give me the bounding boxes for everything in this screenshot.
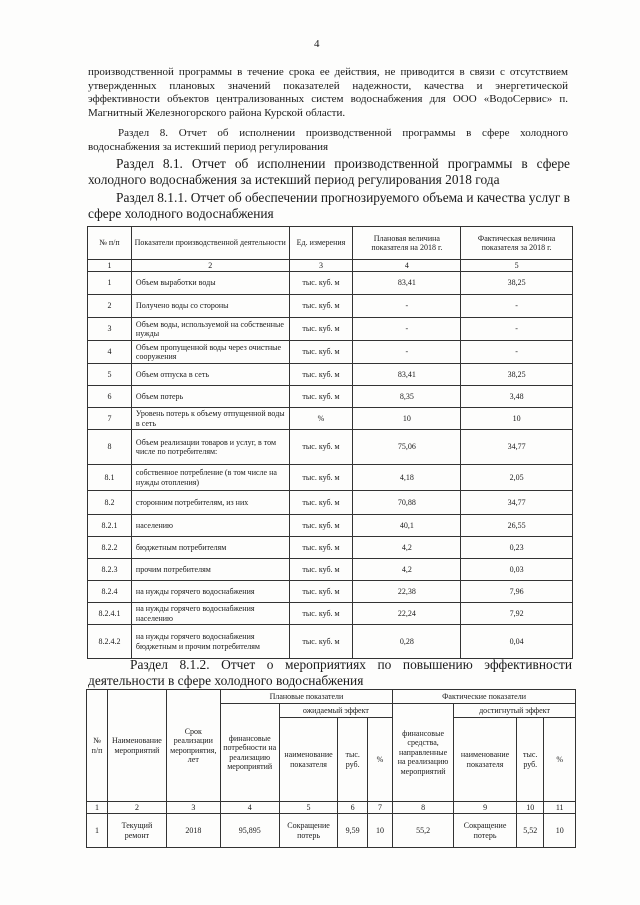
cell-unit: тыс. куб. м <box>289 386 353 408</box>
header-pct: % <box>544 718 576 802</box>
column-number-row <box>87 802 576 814</box>
cell-unit: тыс. куб. м <box>289 603 353 625</box>
cell-fact: - <box>461 318 573 341</box>
cell-achieved-pct: 10 <box>544 814 576 848</box>
table-row <box>88 272 573 295</box>
header-plan-group: Плановые показатели <box>220 690 392 704</box>
cell-name: Объем реализации товаров и услуг, в том числе по потребителям: <box>131 430 289 465</box>
header-indicator-name: наименование показателя <box>454 718 517 802</box>
cell-plan: 83,41 <box>353 364 461 386</box>
column-number-row <box>88 260 573 272</box>
cell-name: на нужды горячего водоснабжения населению <box>131 603 289 625</box>
cell-fact: 10 <box>461 408 573 430</box>
cell-num: 8.2.4.2 <box>88 625 132 659</box>
table-row <box>87 814 576 848</box>
cell-fact: 3,48 <box>461 386 573 408</box>
cell-plan: 22,24 <box>353 603 461 625</box>
cell-plan: 22,38 <box>353 581 461 603</box>
cell-num: 8.1 <box>88 465 132 491</box>
cell-fact: - <box>461 341 573 364</box>
cell-fact: 7,92 <box>461 603 573 625</box>
cell-fact: 0,23 <box>461 537 573 559</box>
table-row <box>88 491 573 515</box>
table-row <box>88 318 573 341</box>
cell-num: 7 <box>88 408 132 430</box>
cell-num: 8.2 <box>88 491 132 515</box>
table-header-row <box>88 227 573 260</box>
column-number: 10 <box>517 802 544 814</box>
table-row <box>88 430 573 465</box>
cell-expected-pct: 10 <box>367 814 392 848</box>
cell-unit: тыс. куб. м <box>289 581 353 603</box>
cell-num: 8.2.2 <box>88 537 132 559</box>
column-number: 11 <box>544 802 576 814</box>
cell-fact-finance: 55,2 <box>393 814 454 848</box>
cell-plan: 83,41 <box>353 272 461 295</box>
column-number: 9 <box>454 802 517 814</box>
cell-fact: 34,77 <box>461 491 573 515</box>
intro-paragraph: производственной программы в течение срока ее действия, не приводится в связи с отсутствием утвержденных плановых значений показателей надежности, качества и энергетической эффективности объектов централизованных систем водоснабжения для ООО «ВодоСервис» п. Магнитный Железногорского района Курской области. <box>88 66 568 119</box>
table-row <box>88 341 573 364</box>
table-row <box>88 603 573 625</box>
cell-fact: 2,05 <box>461 465 573 491</box>
header-unit: Ед. измерения <box>289 227 353 260</box>
header-plan-finance: финансовые потребности на реализацию мероприятий <box>220 704 279 802</box>
column-number: 2 <box>131 260 289 272</box>
cell-unit: тыс. куб. м <box>289 341 353 364</box>
cell-num: 8 <box>88 430 132 465</box>
cell-plan: 4,2 <box>353 559 461 581</box>
cell-plan-finance: 95,895 <box>220 814 279 848</box>
column-number: 6 <box>338 802 367 814</box>
header-num: № п/п <box>87 690 108 802</box>
header-expected-effect: ожидаемый эффект <box>279 704 392 718</box>
cell-num: 1 <box>88 272 132 295</box>
cell-unit: тыс. куб. м <box>289 364 353 386</box>
cell-name: Уровень потерь к объему отпущенной воды в сеть <box>131 408 289 430</box>
cell-name: на нужды горячего водоснабжения бюджетным и прочим потребителям <box>131 625 289 659</box>
column-number: 1 <box>88 260 132 272</box>
cell-unit: тыс. куб. м <box>289 272 353 295</box>
cell-unit: тыс. куб. м <box>289 430 353 465</box>
cell-plan: - <box>353 318 461 341</box>
cell-unit: % <box>289 408 353 430</box>
header-pct: % <box>367 718 392 802</box>
cell-name: Объем выработки воды <box>131 272 289 295</box>
cell-num: 8.2.4.1 <box>88 603 132 625</box>
cell-name: населению <box>131 515 289 537</box>
cell-name: Получено воды со стороны <box>131 295 289 318</box>
cell-fact: 0,03 <box>461 559 573 581</box>
header-name: Наименование мероприятий <box>108 690 167 802</box>
column-number: 4 <box>353 260 461 272</box>
cell-num: 8.2.1 <box>88 515 132 537</box>
cell-plan: 70,88 <box>353 491 461 515</box>
page-number: 4 <box>314 38 320 50</box>
table-row <box>88 295 573 318</box>
header-rub: тыс. руб. <box>338 718 367 802</box>
column-number: 4 <box>220 802 279 814</box>
section-8-1-2-heading: Раздел 8.1.2. Отчет о мероприятиях по повышению эффективности деятельности в сфере холодного водоснабжения <box>88 657 572 688</box>
column-number: 5 <box>461 260 573 272</box>
section-8-1-1-heading: Раздел 8.1.1. Отчет об обеспечении прогнозируемого объема и качества услуг в сфере холодного водоснабжения <box>88 190 570 221</box>
table-header-row <box>87 690 576 704</box>
cell-num: 8.2.3 <box>88 559 132 581</box>
table-row <box>88 625 573 659</box>
efficiency-measures-table <box>86 689 576 848</box>
cell-unit: тыс. куб. м <box>289 491 353 515</box>
cell-plan: - <box>353 295 461 318</box>
header-rub: тыс. руб. <box>517 718 544 802</box>
cell-fact: 38,25 <box>461 272 573 295</box>
table-body <box>88 272 573 659</box>
header-fact-group: Фактические показатели <box>393 690 576 704</box>
cell-plan: 10 <box>353 408 461 430</box>
table-row <box>88 581 573 603</box>
header-num: № п/п <box>88 227 132 260</box>
cell-num: 4 <box>88 341 132 364</box>
cell-name: Текущий ремонт <box>108 814 167 848</box>
cell-name: сторонним потребителям, из них <box>131 491 289 515</box>
cell-fact: 26,55 <box>461 515 573 537</box>
header-indicator-name: наименование показателя <box>279 718 338 802</box>
column-number: 2 <box>108 802 167 814</box>
header-term: Срок реализации мероприятия, лет <box>166 690 220 802</box>
cell-num: 8.2.4 <box>88 581 132 603</box>
cell-num: 2 <box>88 295 132 318</box>
table-row <box>88 465 573 491</box>
cell-unit: тыс. куб. м <box>289 318 353 341</box>
cell-fact: 34,77 <box>461 430 573 465</box>
cell-expected-name: Сокращение потерь <box>279 814 338 848</box>
table-row <box>88 515 573 537</box>
cell-name: собственное потребление (в том числе на нужды отопления) <box>131 465 289 491</box>
cell-term: 2018 <box>166 814 220 848</box>
cell-fact: 0,04 <box>461 625 573 659</box>
cell-fact: - <box>461 295 573 318</box>
cell-num: 3 <box>88 318 132 341</box>
cell-unit: тыс. куб. м <box>289 559 353 581</box>
cell-plan: 75,06 <box>353 430 461 465</box>
header-plan: Плановая величина показателя на 2018 г. <box>353 227 461 260</box>
cell-name: Объем потерь <box>131 386 289 408</box>
cell-expected-rub: 9,59 <box>338 814 367 848</box>
cell-plan: 4,18 <box>353 465 461 491</box>
cell-num: 1 <box>87 814 108 848</box>
cell-plan: 0,28 <box>353 625 461 659</box>
cell-plan: 40,1 <box>353 515 461 537</box>
cell-name: Объем отпуска в сеть <box>131 364 289 386</box>
cell-achieved-rub: 5,52 <box>517 814 544 848</box>
cell-name: Объем воды, используемой на собственные нужды <box>131 318 289 341</box>
cell-num: 5 <box>88 364 132 386</box>
header-fact-finance: финансовые средства, направленные на реализацию мероприятий <box>393 704 454 802</box>
cell-achieved-name: Сокращение потерь <box>454 814 517 848</box>
cell-unit: тыс. куб. м <box>289 625 353 659</box>
cell-plan: 8,35 <box>353 386 461 408</box>
section-8-paragraph: Раздел 8. Отчет об исполнении производственной программы в сфере холодного водоснабжения за истекший период регулирования <box>88 127 568 153</box>
column-number: 1 <box>87 802 108 814</box>
cell-unit: тыс. куб. м <box>289 537 353 559</box>
header-achieved-effect: достигнутый эффект <box>454 704 576 718</box>
table-row <box>88 364 573 386</box>
cell-fact: 7,96 <box>461 581 573 603</box>
cell-num: 6 <box>88 386 132 408</box>
table-row <box>88 386 573 408</box>
column-number: 3 <box>289 260 353 272</box>
cell-plan: - <box>353 341 461 364</box>
column-number: 7 <box>367 802 392 814</box>
column-number: 3 <box>166 802 220 814</box>
cell-name: прочим потребителям <box>131 559 289 581</box>
cell-name: бюджетным потребителям <box>131 537 289 559</box>
column-number: 5 <box>279 802 338 814</box>
cell-fact: 38,25 <box>461 364 573 386</box>
production-indicators-table <box>87 226 573 659</box>
cell-unit: тыс. куб. м <box>289 465 353 491</box>
table-row <box>88 559 573 581</box>
table-row <box>88 537 573 559</box>
cell-unit: тыс. куб. м <box>289 515 353 537</box>
header-fact: Фактическая величина показателя за 2018 г. <box>461 227 573 260</box>
section-8-1-heading: Раздел 8.1. Отчет об исполнении производственной программы в сфере холодного водоснабжения за истекший период регулирования 2018 года <box>88 156 570 187</box>
header-indicator: Показатели производственной деятельности <box>131 227 289 260</box>
cell-plan: 4,2 <box>353 537 461 559</box>
cell-unit: тыс. куб. м <box>289 295 353 318</box>
cell-name: Объем пропущенной воды через очистные сооружения <box>131 341 289 364</box>
cell-name: на нужды горячего водоснабжения <box>131 581 289 603</box>
column-number: 8 <box>393 802 454 814</box>
table-row <box>88 408 573 430</box>
